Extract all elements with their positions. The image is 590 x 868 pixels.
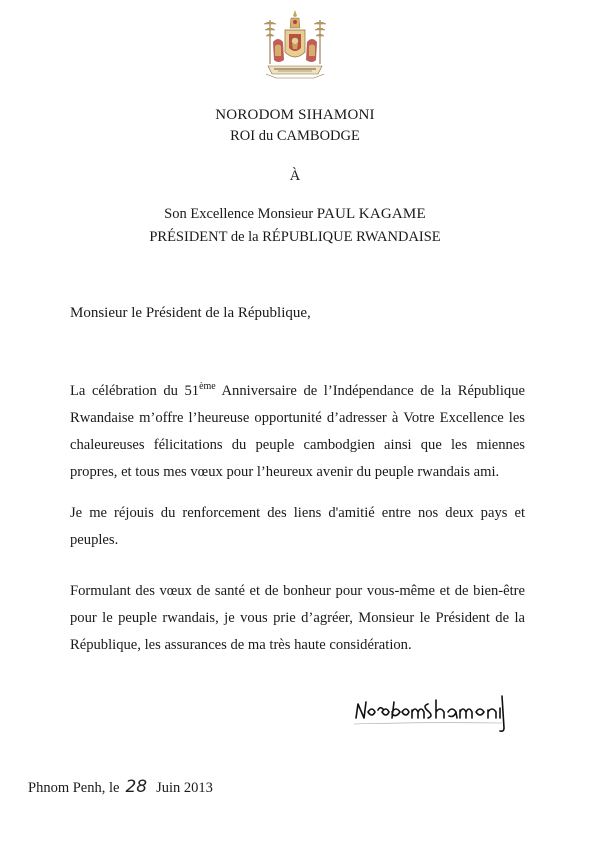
date-line: [28, 777, 213, 797]
ordinal-superscript: ème: [199, 381, 216, 392]
royal-crest-emblem: [256, 8, 334, 84]
body-paragraph-2: Je me réjouis du renforcement des liens d'amitié entre nos deux pays et peuples.: [70, 505, 525, 548]
salutation: Monsieur le Président de la République,: [70, 305, 311, 321]
body-paragraph-1: [70, 373, 525, 486]
paragraph-1-start: La célébration du 51: [70, 383, 200, 399]
royal-crest-icon: [256, 8, 334, 84]
sender-title: ROI du CAMBODGE: [230, 128, 360, 144]
date-month-year: Juin 2013: [156, 780, 213, 796]
sender-name: NORODOM SIHAMONI: [215, 107, 375, 123]
paragraph-1-rest: Anniversaire de l’Indépendance de la République Rwandaise m’offre l’heureuse opportunité d’adresser à Votre Excellence les chaleureuses félicitations du peuple cambodgien ainsi que les miennes propres, et tous mes vœux pour l’heureux avenir du peuple rwandais ami.: [70, 383, 525, 480]
date-place: Phnom Penh, le: [28, 780, 120, 796]
recipient-prefix: Son Excellence Monsieur: [164, 206, 317, 222]
recipient-line-1: [0, 206, 590, 223]
signature-icon: [352, 688, 522, 734]
recipient-line-2: PRÉSIDENT de la RÉPUBLIQUE RWANDAISE: [149, 229, 441, 245]
body-paragraph-3: Formulant des vœux de santé et de bonheur pour vous-même et de bien-être pour le peuple rwandais, je vous prie d’agréer, Monsieur le Président de la République, les assurances de ma très haute considération.: [70, 583, 525, 653]
recipient-name: PAUL KAGAME: [316, 206, 426, 222]
date-day-handwritten: 28: [125, 777, 148, 797]
addressee-marker: À: [289, 168, 301, 184]
handwritten-signature: [352, 688, 522, 734]
